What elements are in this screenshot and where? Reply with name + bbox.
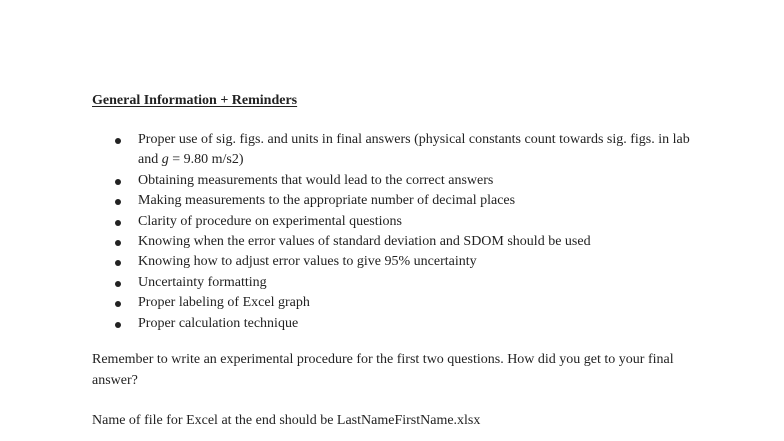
- list-item: [92, 314, 692, 334]
- bullet-icon: [115, 301, 121, 307]
- procedure-reminder-paragraph: Remember to write an experimental procedure for the first two questions. How did you get to your final answer?: [92, 352, 674, 388]
- section-heading: General Information + Reminders: [92, 93, 298, 108]
- list-item-text: Uncertainty formatting: [138, 274, 267, 290]
- list-item: [92, 171, 692, 191]
- bullet-icon: [115, 322, 121, 328]
- list-item-text: Obtaining measurements that would lead to the correct answers: [138, 172, 494, 188]
- gravity-variable: g: [161, 152, 169, 168]
- list-item-text: Proper calculation technique: [138, 315, 299, 331]
- bullet-icon: [115, 220, 121, 226]
- list-item-text: Clarity of procedure on experimental questions: [138, 213, 402, 229]
- list-item: [92, 191, 692, 211]
- list-item: [92, 293, 692, 313]
- list-item-text: Knowing how to adjust error values to give 95% uncertainty: [138, 254, 477, 270]
- list-item: [92, 273, 692, 293]
- bullet-icon: [115, 260, 121, 266]
- list-item-text: Knowing when the error values of standard deviation and SDOM should be used: [138, 234, 591, 250]
- file-name-paragraph: Name of file for Excel at the end should be LastNameFirstName.xlsx: [92, 413, 481, 428]
- bullet-icon: [115, 281, 121, 287]
- bullet-icon: [115, 179, 121, 185]
- list-item-text: Making measurements to the appropriate number of decimal places: [138, 193, 516, 209]
- list-item: [92, 130, 692, 171]
- list-item: [92, 252, 692, 272]
- bullet-icon: [115, 240, 121, 246]
- bullet-icon: [115, 138, 121, 144]
- list-item: [92, 232, 692, 252]
- bullet-icon: [115, 199, 121, 205]
- list-item: [92, 212, 692, 232]
- list-item-text: Proper labeling of Excel graph: [138, 295, 310, 311]
- list-item-text: Proper use of sig. figs. and units in final answers (physical constants count towards sig. figs. in lab and g = 9.80 m/s2): [138, 132, 690, 168]
- reminder-list: [92, 130, 692, 334]
